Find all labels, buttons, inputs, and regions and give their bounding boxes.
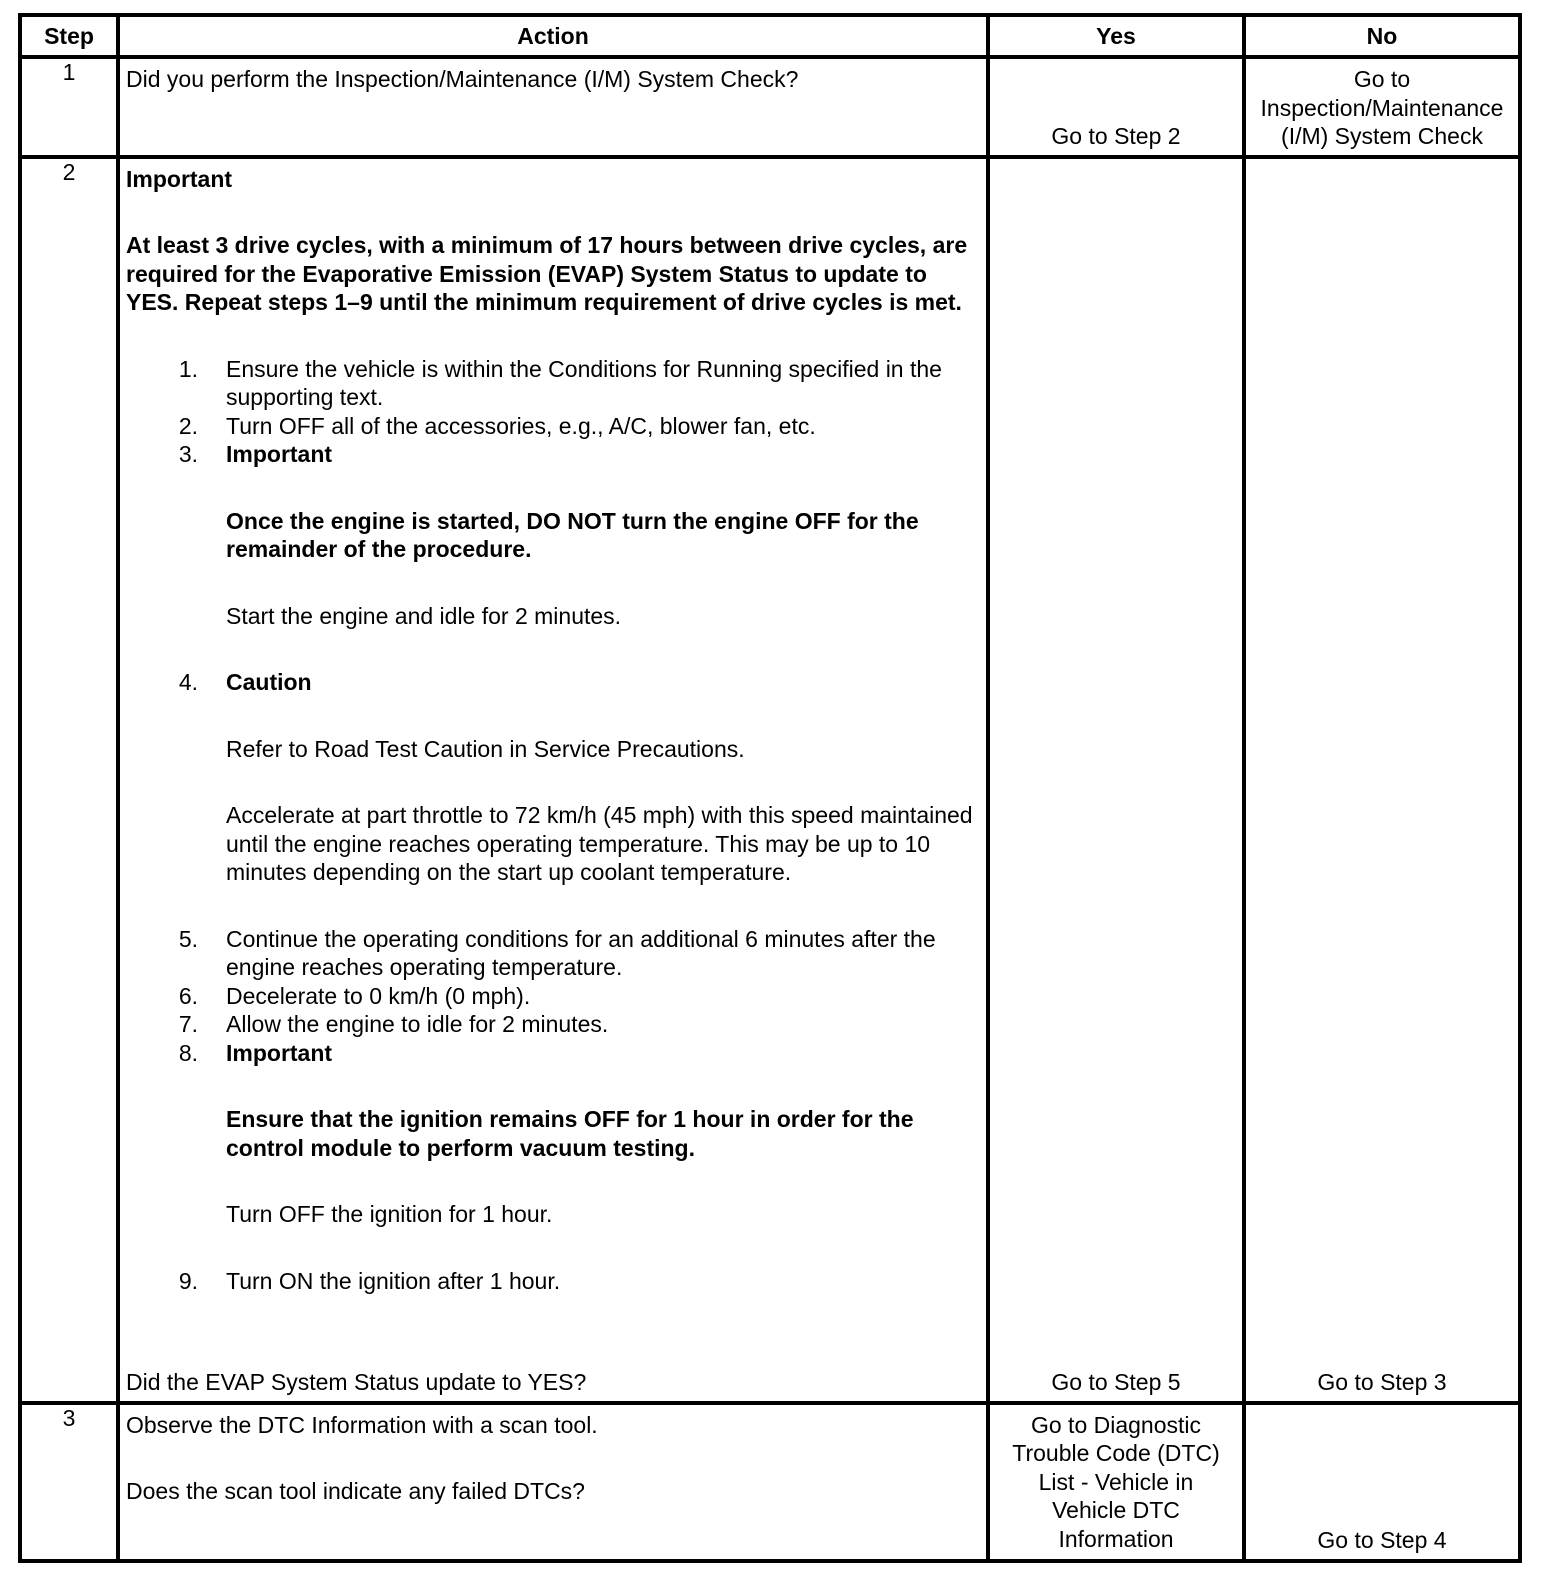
question: Did you perform the Inspection/Maintenance (I/M) System Check?	[126, 66, 799, 92]
item-text: Turn OFF the ignition for 1 hour.	[226, 1201, 553, 1227]
yes-cell	[988, 1403, 1244, 1561]
step-number: 3	[20, 1403, 118, 1561]
procedure-list	[126, 355, 980, 1296]
list-item	[126, 412, 980, 441]
item-number: 8.	[178, 1039, 198, 1066]
question: Does the scan tool indicate any failed DTCs?	[126, 1478, 585, 1504]
no-cell	[1244, 57, 1520, 157]
item-text: Continue the operating conditions for an additional 6 minutes after the engine reaches operating temperature.	[226, 925, 936, 980]
yes-link[interactable]: Go to Diagnostic Trouble Code (DTC) List - Vehicle in Vehicle DTC Information	[1012, 1411, 1220, 1552]
item-note: Refer to Road Test Caution in Service Precautions.	[226, 735, 745, 762]
header-no: No	[1244, 15, 1520, 57]
header-row	[20, 15, 1520, 57]
item-label: Important	[226, 1039, 333, 1066]
step-number: 2	[20, 157, 118, 1403]
instruction: Observe the DTC Information with a scan tool.	[126, 1411, 598, 1438]
item-label: Caution	[226, 669, 312, 695]
list-item	[126, 982, 980, 1011]
item-number: 5.	[178, 925, 198, 952]
item-text: Accelerate at part throttle to 72 km/h (45 mph) with this speed maintained until the engine reaches operating temperature. This may be up to 10 minutes depending on the start up coolant temperature.	[226, 802, 973, 885]
list-item	[126, 1267, 980, 1296]
no-link[interactable]: Go to Step 3	[1317, 1369, 1447, 1395]
yes-link[interactable]: Go to Step 2	[1051, 123, 1181, 149]
item-text: Allow the engine to idle for 2 minutes.	[226, 1011, 609, 1037]
item-number: 7.	[178, 1011, 198, 1037]
item-number: 2.	[178, 412, 198, 439]
item-note: Once the engine is started, DO NOT turn the engine OFF for the remainder of the procedure.	[226, 507, 919, 562]
list-item	[126, 355, 980, 412]
action-cell	[118, 1403, 988, 1561]
no-cell	[1244, 1403, 1520, 1561]
item-text: Turn ON the ignition after 1 hour.	[226, 1267, 561, 1294]
table-row	[20, 1403, 1520, 1561]
item-number: 9.	[178, 1267, 198, 1294]
yes-link[interactable]: Go to Step 5	[1051, 1369, 1181, 1395]
item-number: 4.	[178, 669, 198, 695]
item-note: Ensure that the ignition remains OFF for 1 hour in order for the control module to perform vacuum testing.	[226, 1106, 914, 1161]
item-text: Turn OFF all of the accessories, e.g., A/C, blower fan, etc.	[226, 412, 816, 439]
list-item	[126, 1039, 980, 1229]
list-item	[126, 925, 980, 982]
list-item	[126, 440, 980, 630]
important-label: Important	[126, 165, 233, 192]
yes-cell	[988, 57, 1244, 157]
item-number: 6.	[178, 982, 198, 1009]
action-cell	[118, 157, 988, 1403]
header-step: Step	[20, 15, 118, 57]
important-text: At least 3 drive cycles, with a minimum of 17 hours between drive cycles, are required for the Evaporative Emission (EVAP) System Status to update to YES. Repeat steps 1–9 until the minimum requirement of drive cycles is met.	[126, 232, 968, 315]
no-cell	[1244, 157, 1520, 1403]
table-row	[20, 57, 1520, 157]
item-number: 1.	[178, 355, 198, 382]
table-row	[20, 157, 1520, 1403]
list-item	[126, 668, 980, 887]
no-link[interactable]: Go to Step 4	[1317, 1527, 1447, 1553]
item-text: Start the engine and idle for 2 minutes.	[226, 602, 622, 629]
item-text: Decelerate to 0 km/h (0 mph).	[226, 982, 531, 1009]
yes-cell	[988, 157, 1244, 1403]
diagnostic-table	[18, 13, 1522, 1563]
header-action: Action	[118, 15, 988, 57]
action-cell	[118, 57, 988, 157]
item-label: Important	[226, 441, 333, 467]
question: Did the EVAP System Status update to YES?	[126, 1369, 587, 1395]
header-yes: Yes	[988, 15, 1244, 57]
no-link[interactable]: Go to Inspection/Maintenance (I/M) System Check	[1260, 66, 1504, 149]
item-number: 3.	[178, 441, 198, 467]
step-number: 1	[20, 57, 118, 157]
item-text: Ensure the vehicle is within the Conditions for Running specified in the supporting text.	[226, 355, 942, 410]
list-item	[126, 1010, 980, 1039]
